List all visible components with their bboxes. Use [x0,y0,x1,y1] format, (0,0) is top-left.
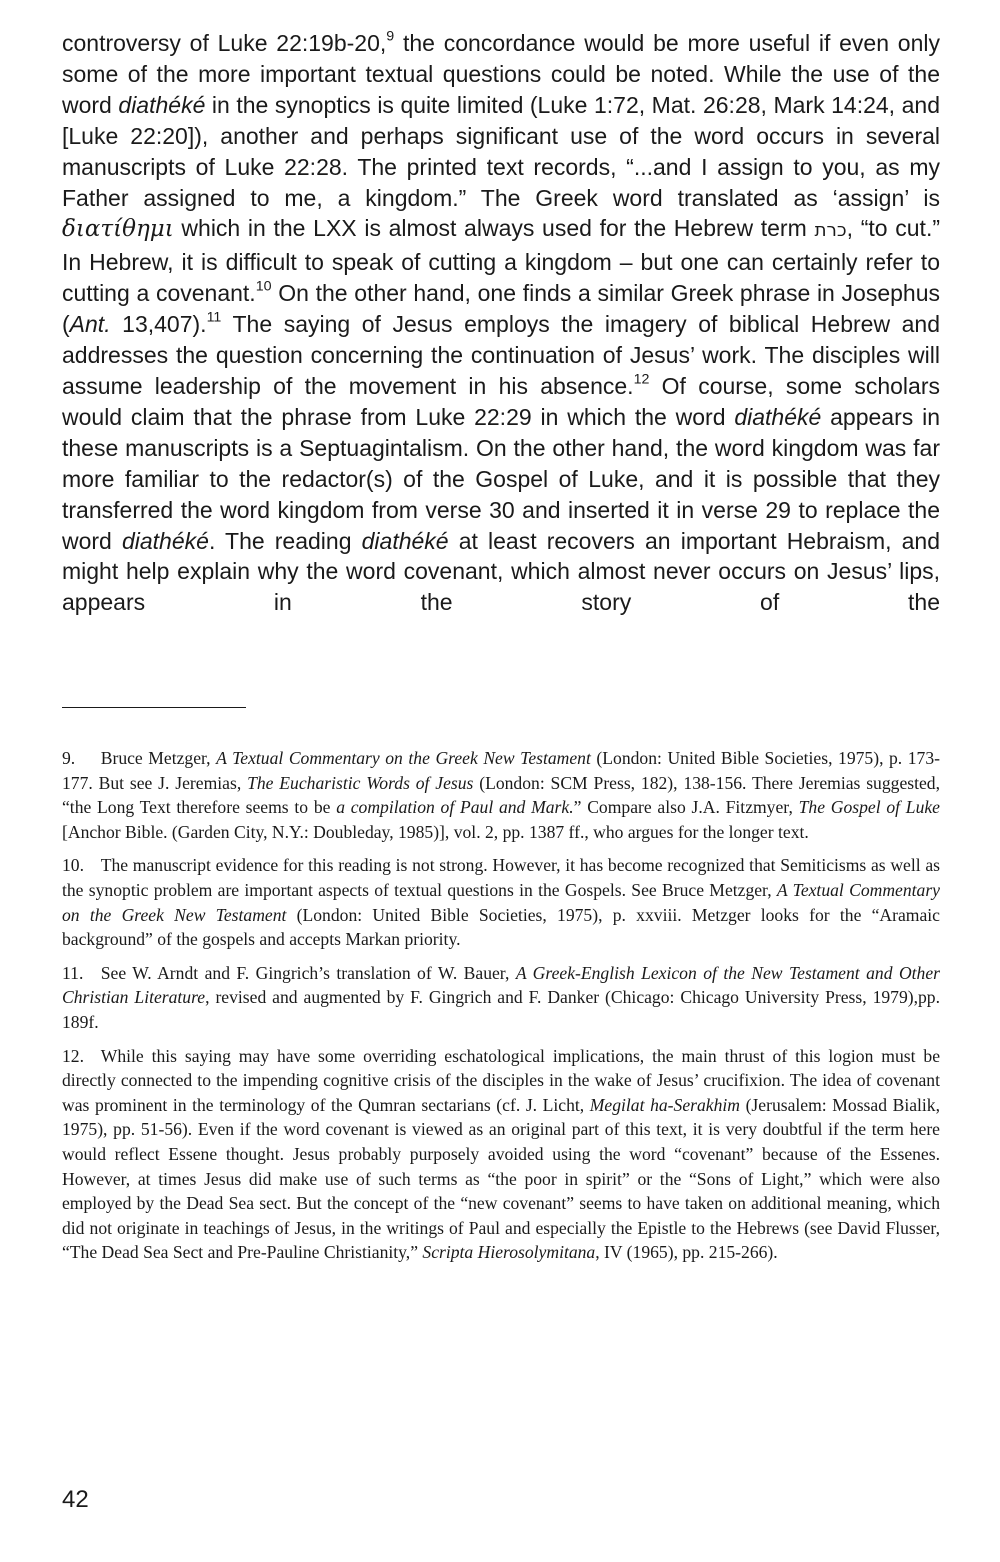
footnote-number: 10. [62,855,84,876]
italic-term: Ant. [69,311,111,338]
text-run: . The reading [208,527,362,554]
page-number: 42 [62,1486,89,1513]
book-title: The Gospel of Luke [798,797,940,818]
journal-title: Scripta Hierosolymitana [422,1242,596,1263]
footnote-ref-9[interactable]: 9 [386,28,395,45]
text-run: 13,407). [110,311,207,338]
footnote-ref-12[interactable]: 12 [633,371,650,388]
text-run: , “to cut.” In Hebrew, it is difficult to speak of cutting a kingdom – but one can certainly refer to cutting a covenant. [62,215,940,307]
text-run: appears in these manuscripts is a Septuagintalism. On the other hand, the word kingdom was far more familiar to the redactor(s) of the Gospel of Luke, and it is possible that they transferred the word kingdom from verse 30 and inserted it in verse 29 to replace the word [62,403,940,554]
book-title: A Textual Commentary on the Greek New Testament [62,879,940,925]
italic-term: diathéké [734,403,822,430]
book-title: A Greek-English Lexicon of the New Testament and Other Christian Literature [62,962,940,1008]
text-run: which in the LXX is almost always used for the Hebrew term [173,215,815,242]
footnote-11 [62,961,940,1035]
hebrew-word: כרת [814,220,847,242]
main-paragraph [62,28,940,618]
footnote-text: (Jerusalem: Mossad Bialik, 1975), pp. 51-56). Even if the word covenant is viewed as an original part of this text, it is very doubtful if the term here would reflect Essene thought. Jesus probably purposely avoided using the word “covenant” because of the Essenes. However, at times Jesus did make use of such terms as “the poor in spirit” or the “Sons of Light,” which were also employed by the Dead Sea sect. But the concept of the “new covenant” seems to have taken on additional meaning, which did not originate in teachings of Jesus, in the writings of Paul and especially the Epistle to the Hebrews (see David Flusser, “The Dead Sea Sect and Pre-Pauline Christianity,” [62,1094,940,1263]
footnote-text: (London: United Bible Societies, 1975), p. xxviii. Metzger looks for the “Aramaic background” of the gospels and accepts Markan priority. [62,904,940,950]
footnote-9 [62,746,940,844]
footnote-text: (London: United Bible Societies, 1975), p. 173-177. But see J. Jeremias, [62,748,941,793]
book-title: A Textual Commentary on the Greek New Testament [216,748,591,768]
text-run: at least recovers an important Hebraism, and might help explain why the word covenant, which almost never occurs on Jesus’ lips, appears in the story of the [62,527,940,616]
footnote-text: ” Compare also J.A. Fitzmyer, [573,797,799,818]
footnote-text: (London: SCM Press, 182), 138-156. There Jeremias suggested, “the Long Text therefore seems to be [62,772,940,818]
footnote-text: Bruce Metzger, [100,748,217,768]
footnote-text: , revised and augmented by F. Gingrich and F. Danker (Chicago: Chicago University Press, 1979),pp. 189f. [62,987,941,1032]
footnote-number: 12. [62,1045,84,1066]
footnote-10 [62,853,940,951]
footnote-text: [Anchor Bible. (Garden City, N.Y.: Doubleday, 1985)], vol. 2, pp. 1387 ff., who argues for the longer text. [62,821,809,842]
text-run: the concordance would be more useful if even only some of the more important textual questions could be noted. While the use of the word [62,30,940,118]
footnote-ref-10[interactable]: 10 [255,278,272,295]
book-title: Megilat ha-Serakhim [589,1094,740,1115]
italic-quote: a compilation of Paul and Mark. [336,797,574,818]
footnotes-section [62,746,940,1274]
footnote-ref-11[interactable]: 11 [206,309,222,326]
footnote-divider [62,707,246,708]
italic-term: diathéké [118,91,206,118]
document-page [62,0,940,1562]
footnote-12 [62,1044,940,1265]
footnote-text: While this saying may have some overriding eschatological implications, the main thrust of this logion must be directly connected to the impending cognitive crisis of the disciples in the wake of Jesus’ crucifixion. The idea of covenant was prominent in the terminology of the Qumran sectarians (cf. J. Licht, [62,1045,940,1115]
footnote-number: 9. [62,748,76,768]
text-run: controversy of Luke 22:19b-20, [62,30,387,56]
book-title: The Eucharistic Words of Jesus [247,772,474,793]
text-run: Of course, some scholars would claim that the phrase from Luke 22:29 in which the word [62,372,940,430]
text-run: The saying of Jesus employs the imagery of biblical Hebrew and addresses the question concerning the continuation of Jesus’ work. The disciples will assume leadership of the movement in his absence. [62,311,940,399]
footnote-text: , IV (1965), pp. 215-266). [595,1242,778,1263]
footnote-text: See W. Arndt and F. Gingrich’s translation of W. Bauer, [100,962,516,983]
text-run: in the synoptics is quite limited (Luke 1:72, Mat. 26:28, Mark 14:24, and [Luke 22:20]), another and perhaps significant use of the word occurs in several manuscripts of Luke 22:28. The printed text records, “...and I assign to you, as my Father assigned to me, a kingdom.” The Greek word translated as ‘assign’ is [62,91,940,211]
footnote-number: 11. [62,962,84,983]
text-run: On the other hand, one finds a similar Greek phrase in Josephus ( [62,280,940,338]
italic-term: diathéké [361,527,449,554]
italic-term: diathéké [121,527,209,554]
footnote-text: The manuscript evidence for this reading is not strong. However, it has become recognized that Semiticisms as well as the synoptic problem are important aspects of textual questions in the Gospels. See Bruce Metzger, [62,855,940,900]
greek-word: διατίθημι [62,216,174,243]
